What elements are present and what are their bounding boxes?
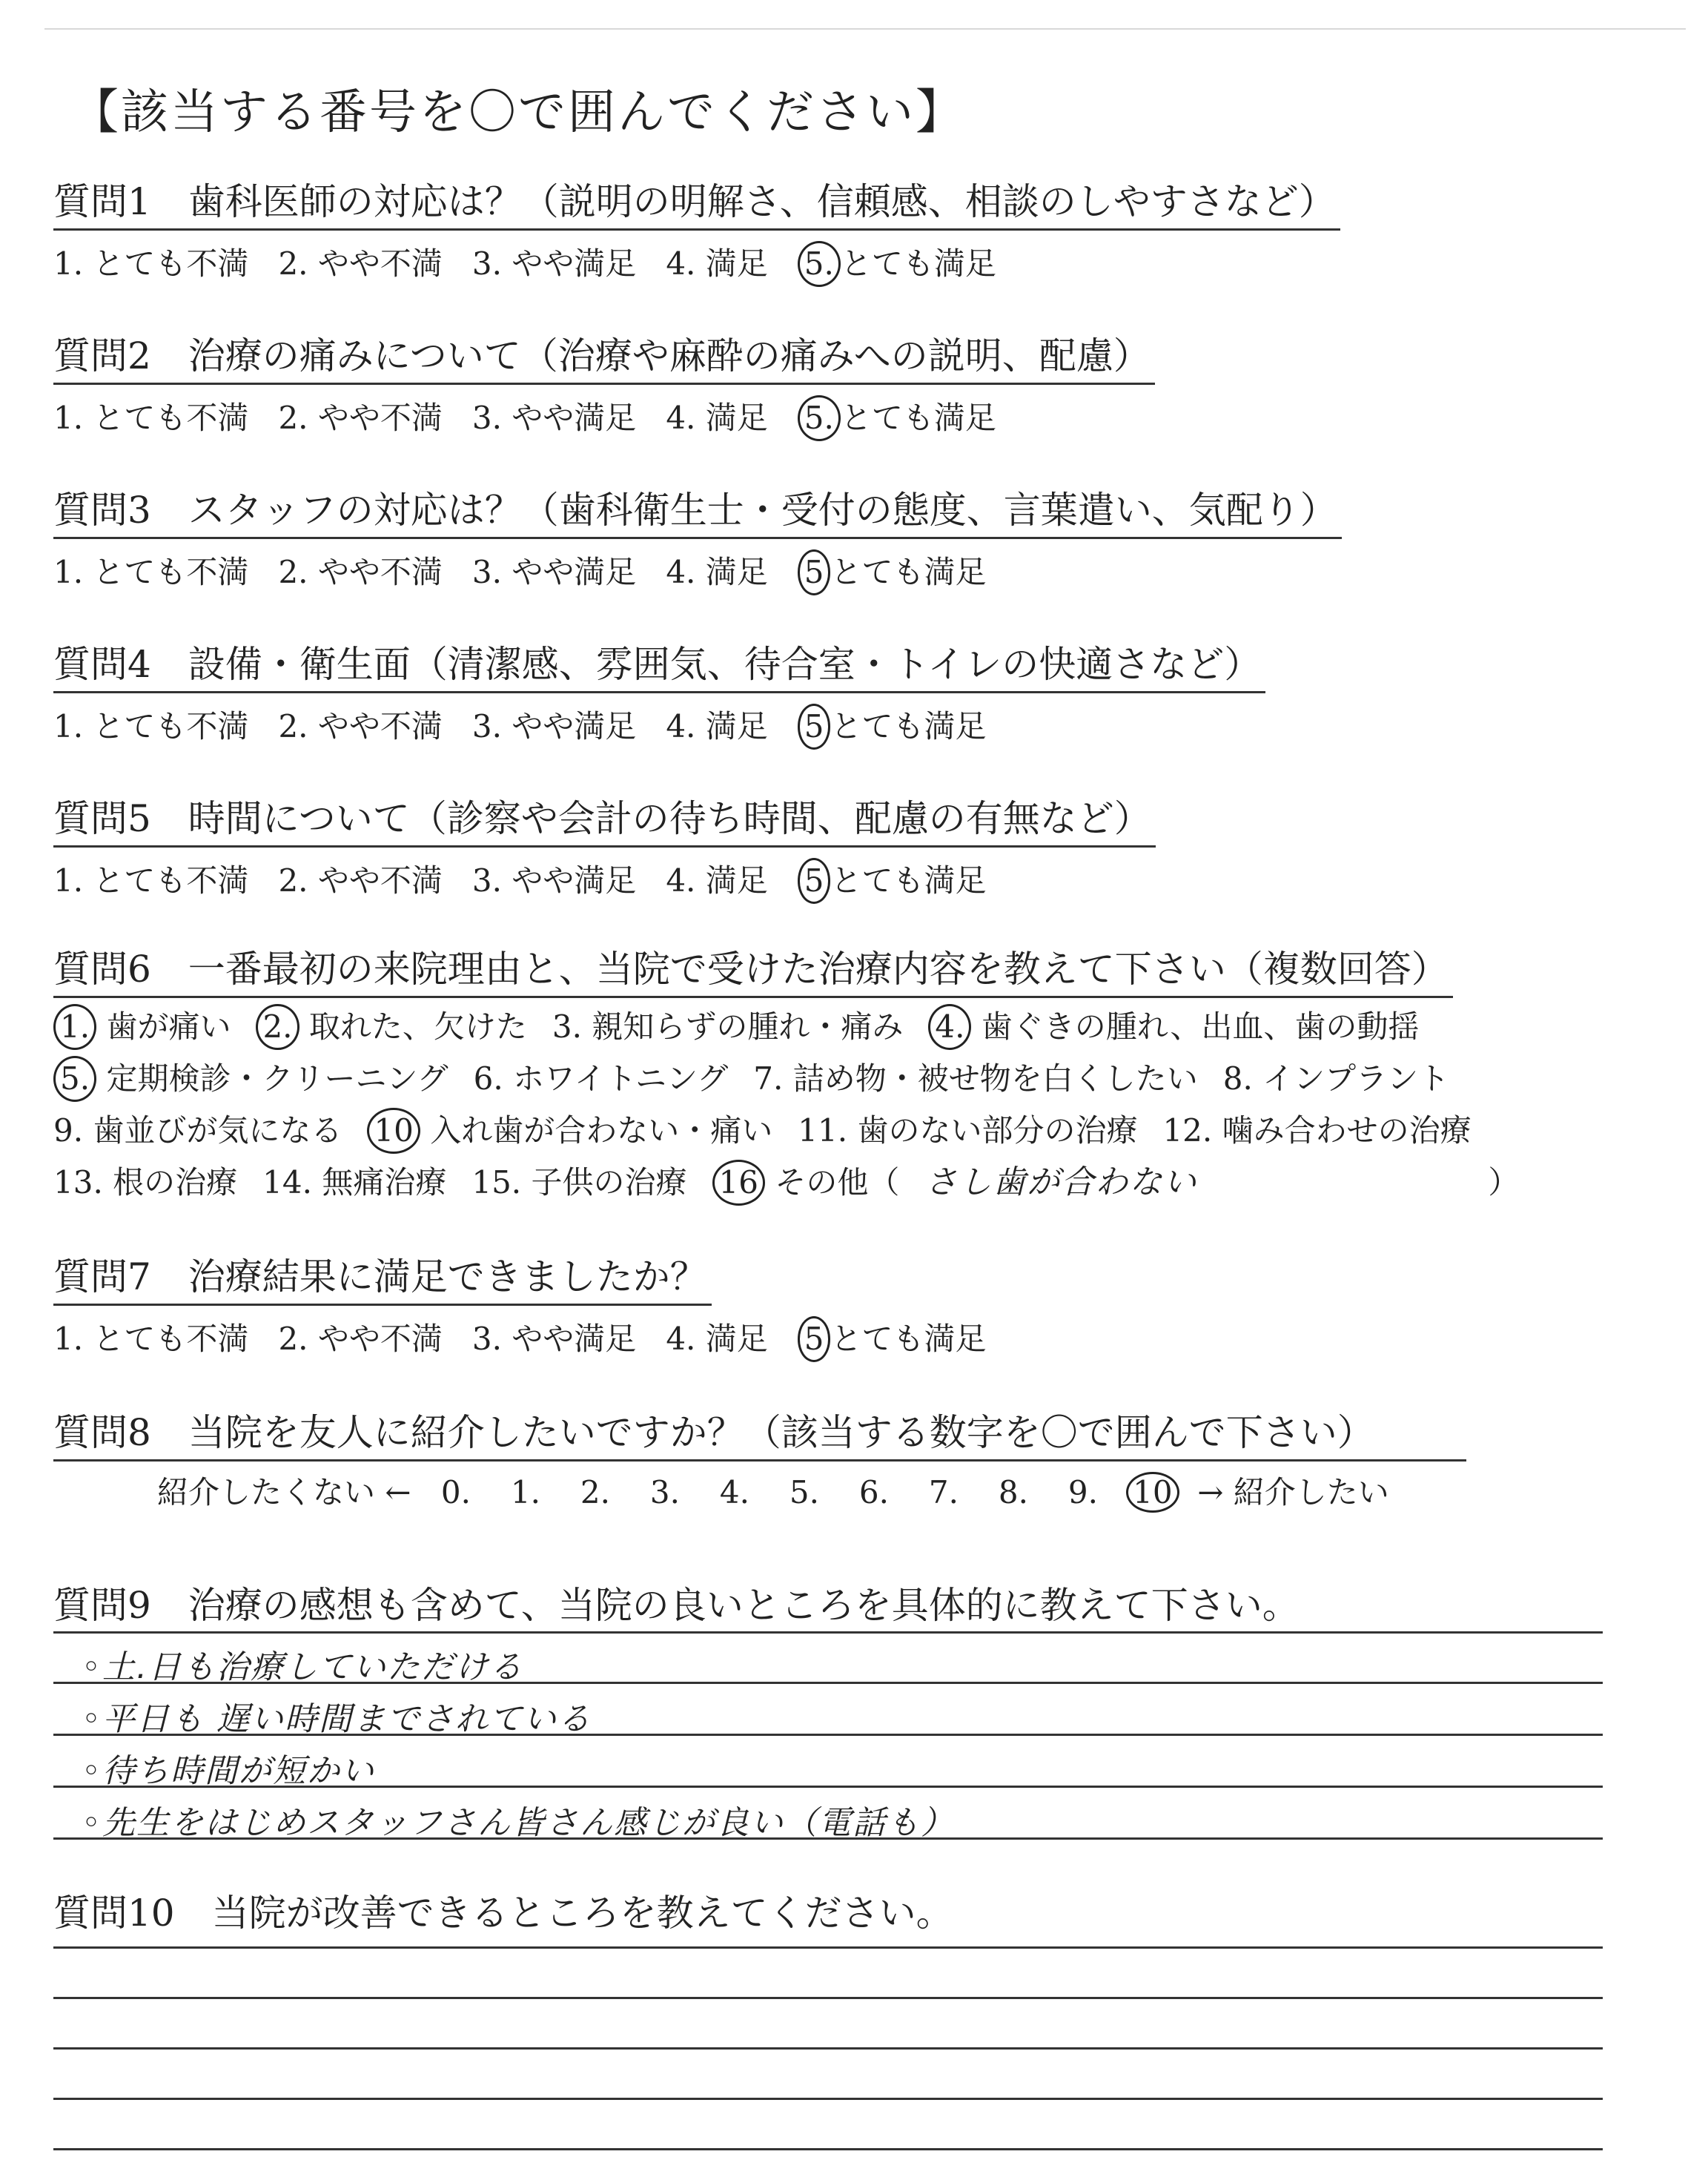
option-label: 親知らずの腫れ・痛み (592, 1008, 904, 1045)
selected-option (798, 549, 987, 595)
number-text: 0. (440, 1474, 471, 1510)
circled-number: 2. (256, 1004, 299, 1050)
option-label: 4. 満足 (666, 245, 768, 282)
circled-number: 10 (367, 1108, 420, 1154)
option-label: 3. やや満足 (471, 400, 637, 436)
option-label: 3. やや満足 (471, 708, 637, 744)
question-2-options (53, 395, 1684, 441)
option-number: 11. (798, 1112, 848, 1149)
circled-number: 10 (1126, 1472, 1179, 1513)
recommend-scale (53, 1472, 1684, 1513)
scale-number (979, 1472, 1048, 1513)
option-label: とても満足 (840, 400, 996, 436)
question-5-options (53, 858, 1684, 904)
number-text: 8. (998, 1474, 1028, 1510)
question-4 (53, 641, 1684, 750)
question-8-title: 質問8 当院を友人に紹介したいですか？（該当する数字を〇で囲んで下さい） (53, 1409, 1466, 1462)
option-label: 2. やや不満 (278, 1321, 443, 1357)
option-label: ホワイトニング (513, 1060, 729, 1097)
q6-option (928, 1004, 1419, 1050)
scale-number (1048, 1472, 1118, 1513)
option-label: 1. とても不満 (53, 400, 249, 436)
number-text: 5. (789, 1474, 819, 1510)
answer-line (53, 2098, 1603, 2100)
option-label: 噛み合わせの治療 (1222, 1112, 1472, 1149)
circled-number: 5 (798, 1316, 831, 1362)
scale-number (560, 1472, 630, 1513)
option-number: 14. (262, 1164, 312, 1200)
option-label: 2. やや不満 (278, 708, 443, 744)
q6-option (53, 1162, 237, 1203)
option-label: 歯ぐきの腫れ、出血、歯の動揺 (981, 1008, 1420, 1045)
option-label: 歯が痛い (106, 1008, 231, 1045)
option-number: 3. (552, 1008, 582, 1045)
option-label: とても満足 (840, 245, 996, 282)
option-label: その他（ (775, 1164, 900, 1200)
number-text: 9. (1068, 1474, 1098, 1510)
option-label: 詰め物・被せ物を白くしたい (792, 1060, 1198, 1097)
number-text: 1. (510, 1474, 540, 1510)
scale-number (839, 1472, 909, 1513)
circled-number: 5. (798, 241, 841, 287)
q6-options-row (53, 1108, 1684, 1154)
option-label: 4. 満足 (666, 400, 768, 436)
answer-line (53, 2148, 1603, 2150)
q6-option (753, 1058, 1197, 1100)
option-label: 歯並びが気になる (93, 1112, 342, 1149)
q6-option (552, 1006, 903, 1048)
question-9-title: 質問9 治療の感想も含めて、当院の良いところを具体的に教えて下さい。 (53, 1584, 1300, 1627)
option-label: 3. やや満足 (471, 245, 637, 282)
question-2-title: 質問2 治療の痛みについて（治療や麻酔の痛みへの説明、配慮） (53, 332, 1155, 385)
option-label: 1. とても不満 (53, 554, 249, 590)
option-number: 9. (53, 1112, 84, 1149)
question-7-options (53, 1316, 1684, 1362)
option-label: 定期検診・クリーニング (106, 1060, 448, 1097)
q6-option (798, 1110, 1137, 1152)
option-number: 7. (753, 1060, 784, 1097)
selected-option (798, 395, 996, 441)
option-label: 取れた、欠けた (308, 1008, 527, 1045)
option-number: 12. (1162, 1112, 1213, 1149)
question-1 (53, 178, 1684, 287)
question-4-options (53, 704, 1684, 750)
q9-answer-1: ◦土.日も治療していただける (82, 1648, 523, 1686)
option-label: 入れ歯が合わない・痛い (430, 1112, 773, 1149)
option-label: 1. とても不満 (53, 245, 249, 282)
circled-number: 1. (53, 1004, 96, 1050)
q6-options-row (53, 1160, 1684, 1206)
question-4-title: 質問4 設備・衛生面（清潔感、雰囲気、待合室・トイレの快適さなど） (53, 641, 1265, 693)
selected-option (798, 241, 996, 287)
circled-number: 5. (53, 1056, 96, 1102)
option-label: とても満足 (830, 554, 987, 590)
question-3-options (53, 549, 1684, 595)
option-label: 無痛治療 (322, 1164, 447, 1200)
number-text: 3. (649, 1474, 680, 1510)
circled-number: 5. (798, 395, 841, 441)
scale-right-label: → 紹介したい (1197, 1474, 1389, 1510)
circled-number: 5 (798, 549, 831, 595)
q6-option (262, 1162, 446, 1203)
answer-line (53, 1631, 1603, 1634)
option-label: とても満足 (830, 708, 987, 744)
selected-option (798, 858, 987, 904)
option-label: 3. やや満足 (471, 1321, 637, 1357)
top-border (44, 28, 1686, 30)
answer-line (53, 1946, 1603, 1949)
option-label: 歯のない部分の治療 (857, 1112, 1138, 1149)
number-text: 4. (719, 1474, 749, 1510)
circled-number: 5 (798, 858, 831, 904)
other-close-paren: ） (1488, 1164, 1520, 1200)
circled-number: 4. (928, 1004, 971, 1050)
scale-left-label: 紹介したくない ← (157, 1474, 411, 1510)
q9-answer-2: ◦平日も 遅い時間までされている (82, 1700, 592, 1738)
option-label: 2. やや不満 (278, 400, 443, 436)
circled-number: 16 (712, 1160, 765, 1206)
option-number: 13. (53, 1164, 103, 1200)
scale-number (769, 1472, 839, 1513)
q6-option (1223, 1058, 1449, 1100)
answer-line (53, 2047, 1603, 2050)
option-label: とても満足 (830, 1321, 987, 1357)
option-number: 6. (473, 1060, 503, 1097)
option-label: 4. 満足 (666, 708, 768, 744)
scale-number (909, 1472, 979, 1513)
question-1-title: 質問1 歯科医師の対応は？（説明の明解さ、信頼感、相談のしやすさなど） (53, 178, 1340, 231)
question-3 (53, 486, 1684, 595)
option-label: 3. やや満足 (471, 554, 637, 590)
question-6-title: 質問6 一番最初の来院理由と、当院で受けた治療内容を教えて下さい（複数回答） (53, 945, 1453, 998)
selected-option (798, 1316, 987, 1362)
option-label: 2. やや不満 (278, 245, 443, 282)
q6-option (474, 1058, 729, 1100)
q6-option (53, 1056, 448, 1102)
other-answer-text: さし歯が合わない (924, 1163, 1198, 1201)
q6-option (53, 1110, 342, 1152)
question-10-title: 質問10 当院が改善できるところを教えてください。 (53, 1892, 953, 1935)
q6-options-row (53, 1004, 1684, 1050)
option-label: 根の治療 (113, 1164, 238, 1200)
option-number: 15. (471, 1164, 522, 1200)
scale-number (491, 1472, 560, 1513)
q6-option (367, 1108, 772, 1154)
scale-number (700, 1472, 769, 1513)
number-text: 6. (858, 1474, 889, 1510)
option-label: 子供の治療 (531, 1164, 687, 1200)
option-label: 1. とても不満 (53, 1321, 249, 1357)
option-label: 4. 満足 (666, 862, 768, 899)
q6-options-row (53, 1056, 1684, 1102)
scale-number (421, 1472, 491, 1513)
option-label: 3. やや満足 (471, 862, 637, 899)
option-label: とても満足 (830, 862, 987, 899)
option-label: 4. 満足 (666, 554, 768, 590)
question-5-title: 質問5 時間について（診察や会計の待ち時間、配慮の有無など） (53, 795, 1156, 848)
question-7 (53, 1253, 1684, 1362)
option-label: 1. とても不満 (53, 708, 249, 744)
q6-option (712, 1160, 900, 1206)
q9-answer-3: ◦待ち時間が短かい (82, 1752, 375, 1790)
scale-number (1118, 1472, 1188, 1513)
question-2 (53, 332, 1684, 441)
question-1-options (53, 241, 1684, 287)
selected-option (798, 704, 987, 750)
question-7-title: 質問7 治療結果に満足できましたか？ (53, 1253, 712, 1306)
q6-option (53, 1004, 231, 1050)
option-number: 8. (1222, 1060, 1253, 1097)
question-3-title: 質問3 スタッフの対応は？（歯科衛生士・受付の態度、言葉遣い、気配り） (53, 486, 1342, 539)
circled-number: 5 (798, 704, 831, 750)
number-text: 7. (928, 1474, 959, 1510)
question-8 (53, 1409, 1684, 1513)
q6-option (471, 1162, 686, 1203)
option-label: 1. とても不満 (53, 862, 249, 899)
q6-option (256, 1004, 526, 1050)
option-label: 2. やや不満 (278, 554, 443, 590)
form-title: 【該当する番号を〇で囲んでください】 (71, 85, 965, 140)
q9-answer-4: ◦先生をはじめスタッフさん皆さん感じが良い（電話も） (82, 1804, 955, 1842)
option-label: 4. 満足 (666, 1321, 768, 1357)
option-label: 2. やや不満 (278, 862, 443, 899)
scale-number (630, 1472, 700, 1513)
answer-line (53, 1997, 1603, 1999)
question-6 (53, 945, 1684, 1206)
option-label: インプラント (1262, 1060, 1450, 1097)
q6-option (1162, 1110, 1471, 1152)
number-text: 2. (580, 1474, 610, 1510)
question-5 (53, 795, 1684, 904)
